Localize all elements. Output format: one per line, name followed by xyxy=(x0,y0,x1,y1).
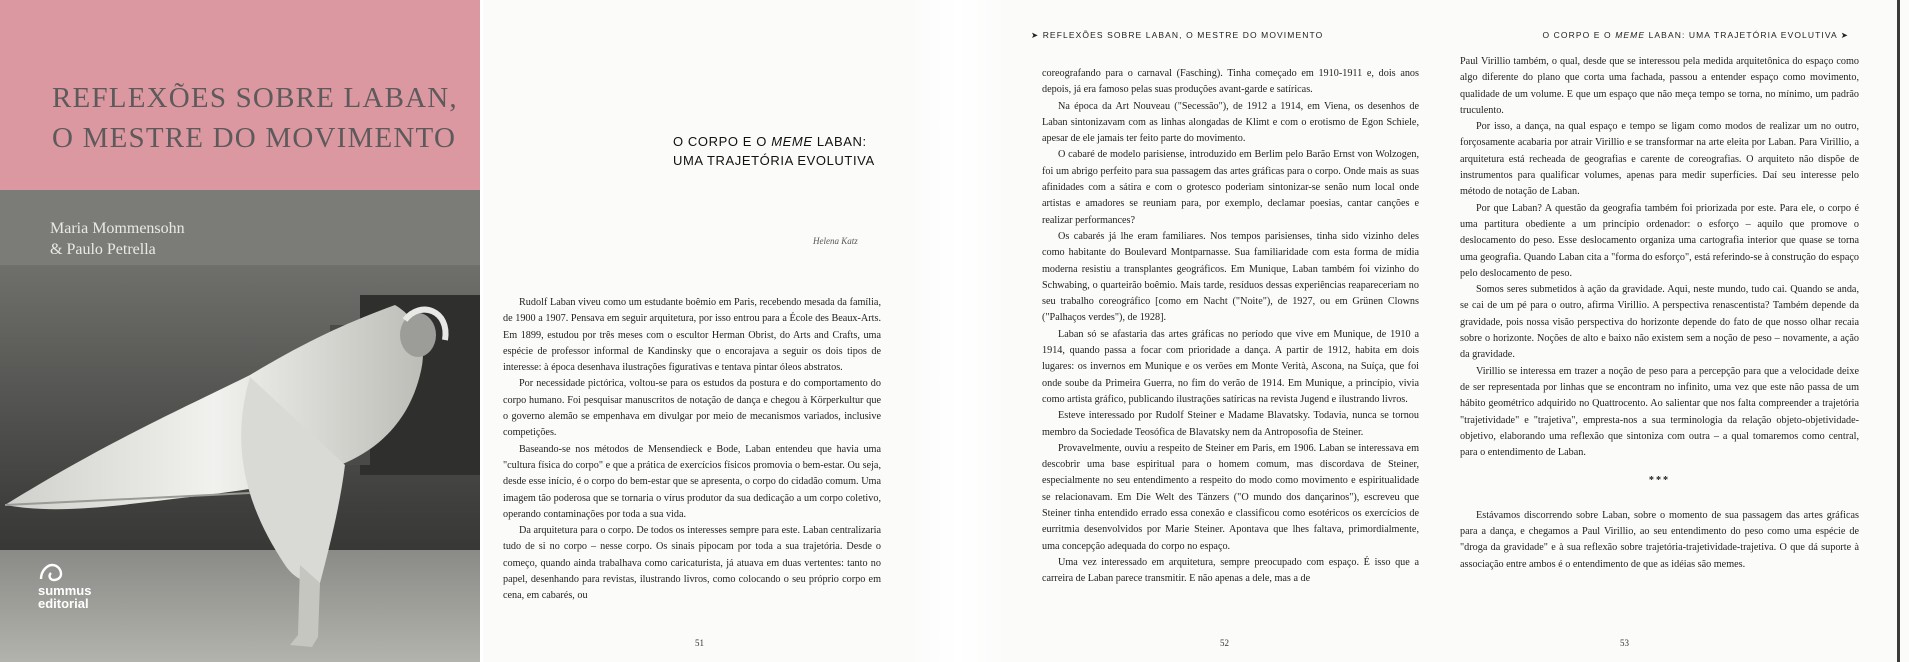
chapter-author: Helena Katz xyxy=(813,236,858,246)
chapter-title-line1: O CORPO E O MEME LABAN: xyxy=(673,134,867,149)
page-number: 51 xyxy=(695,638,704,648)
paragraph: coreografando para o carnaval (Fasching). Tinha começado em 1910-1911 e, dois anos depois, já era famoso pelas suas produções avant-garde e satíricas. xyxy=(1042,68,1419,96)
cover-title xyxy=(52,78,472,158)
page-number: 52 xyxy=(1220,638,1229,648)
paragraph: Por necessidade pictórica, voltou-se para os estudos da postura e do comportamento do corpo humano. Foi pesquisar manuscritos de notação de dança e chegou à Körperkultur que o governo alemão se empenhava em divulgar por meio de mecanismos variados, inclusive competições. xyxy=(503,378,881,439)
page-gutter xyxy=(911,0,1005,662)
running-head: O CORPO E O MEME LABAN: UMA TRAJETÓRIA EVOLUTIVA ➤ xyxy=(1542,30,1849,40)
publisher-logo-icon xyxy=(38,562,64,582)
publisher-mark xyxy=(38,562,91,610)
chapter-title-line2: UMA TRAJETÓRIA EVOLUTIVA xyxy=(673,153,875,168)
cover-title-line1: REFLEXÕES SOBRE LABAN, xyxy=(52,82,458,114)
page-52-body xyxy=(1042,66,1419,588)
paragraph: Por isso, a dança, na qual espaço e tempo se ligam como modos de realizar um no outro, forçosamente acabaria por atrair Virillio e se transformar na arte eleita por Laban. Para Virillio, a arquitetura está recheada de geografias e carente de coreografias. O arquiteto não dispõe de instrumentos para qualificar volumes, apenas para medir superfícies. Daí seu interesse pelo método de notação de Laban. xyxy=(1460,121,1859,198)
page-51-body xyxy=(503,295,881,605)
page-edge xyxy=(1897,0,1900,662)
paragraph: Estávamos discorrendo sobre Laban, sobre o momento de sua passagem das artes gráficas para a dança, e chegamos a Paul Virillio, ao seu entendimento do peso como uma espécie de "droga da gravidade" e à sua reflexão sobre trajetória-trajetividade-trajetiva. O que dá suporte à associação entre ambos é o entendimento de que as idéias são memes. xyxy=(1460,509,1859,570)
page-53-body xyxy=(1460,54,1859,573)
paragraph: Baseando-se nos métodos de Mensendieck e Bode, Laban entendeu que havia uma "cultura física do corpo" e que a prática de exercícios físicos promovia o bem-estar. Ou seja, desde esse início, é o corpo do bem-estar que se apresenta, o corpo do cidadão comum. Uma imagem tão poderosa que se tornaria o vírus produtor da sua dedicação a um corpo coletivo, operando contaminações por toda a sua vida. xyxy=(503,443,881,520)
paragraph: Na época da Art Nouveau ("Secessão"), de 1912 a 1914, em Viena, os desenhos de Laban sintonizavam com as linhas alongadas de Klimt e com o erotismo de Egon Schiele, apesar de ele jamais ter feito parte do movimento. xyxy=(1042,100,1419,145)
page-52 xyxy=(1005,0,1452,662)
paragraph: Uma vez interessado em arquitetura, sempre preocupado com espaço. É isso que a carreira de Laban parece transmitir. E não apenas a dele, mas a de xyxy=(1042,556,1419,585)
page-53 xyxy=(1452,0,1909,662)
paragraph: O cabaré de modelo parisiense, introduzido em Berlim pelo Barão Ernst von Wolzogen, foi um abrigo perfeito para sua passagem das artes gráficas para o corpo. Onde mais as suas afinidades com a sátira e com o grotesco poderiam sintonizar-se senão num local onde artistas e amadores se reuniam para, por exemplo, declamar poesias, cantar canções e realizar performances? xyxy=(1042,149,1419,226)
paragraph: Laban só se afastaria das artes gráficas no período que vive em Munique, de 1910 a 1914, quando passa a focar com prioridade a dança. A partir de 1912, habita em dois lugares: os invernos em Munique e os verões em Monte Verità, Ascona, na Suíça, que foi onde soube da Primeira Guerra, no fim do verão de 1914. Em Munique, a princípio, vivia como artista gráfico, publicando ilustrações satíricas na revista Jugend e ilustrando livros. xyxy=(1042,328,1419,405)
paragraph: Esteve interessado por Rudolf Steiner e Madame Blavatsky. Todavia, nunca se tornou membro da Sociedade Teosófica de Blavatsky nem da Antroposofia de Steiner. xyxy=(1042,410,1419,438)
paragraph: Somos seres submetidos à ação da gravidade. Aqui, neste mundo, tudo cai. Quando se anda, se cai de um pé para o outro, afirma Virillio. A perspectiva renascentista? Também depende da gravidade, pois nossa visão perspectiva do horizonte depende do fato de que nosso olhar recaia sobre o horizonte. Noções de alto e baixo não existem sem a noção de peso – novamente, a ação da gravidade. xyxy=(1460,284,1859,361)
publisher-name-line2: editorial xyxy=(38,596,89,611)
running-head-arrow-icon: ➤ xyxy=(1837,30,1849,40)
paragraph: Por que Laban? A questão da geografia também foi priorizada por este. Para ele, o corpo é uma partitura obediente a um princípio ordenador: o esforço – aquilo que promove o deslocamento do peso. Esse deslocamento organiza uma cartografia interior que quase se torna uma geografia. Quando Laban cita a "forma do esforço", está referindo-se à construção do espaço pelo deslocamento de peso. xyxy=(1460,202,1859,279)
cover-title-line2: O MESTRE DO MOVIMENTO xyxy=(52,122,457,154)
publisher-name-line1: summus xyxy=(38,583,92,598)
page-51 xyxy=(483,0,911,662)
paragraph: Provavelmente, ouviu a respeito de Steiner em Paris, em 1906. Laban se interessava em descobrir uma base espiritual para o homem comum, mas discordava de Steiner, especialmente no seu entendimento a respeito do modo como movimento e espiritualidade se relacionavam. Em Die Welt des Tänzers ("O mundo dos dançarinos"), escreveu que Steiner tinha entendido errado essa conexão e classificou como esotéricos os exercícios de eurritmia desenvolvidos por Marie Steiner. Apontava que lhes faltava, primordialmente, uma concepção adequada do corpo no espaço. xyxy=(1042,442,1419,552)
running-head-arrow-icon: ➤ xyxy=(1031,30,1043,40)
cover-author-2: & Paulo Petrella xyxy=(50,241,156,258)
paragraph: Da arquitetura para o corpo. De todos os interesses sempre para este. Laban centralizaria tudo de si no corpo – nesse corpo. Os sinais pipocam por toda a sua trajetória. Desde o começo, quando ainda trabalhava como caricaturista, já atuava em duas vertentes: tanto no papel, desenhando para revistas, ilustrando livros, como colocando o seu próprio corpo em cena, em cabarés, ou xyxy=(503,525,881,602)
paragraph: Rudolf Laban viveu como um estudante boêmio em Paris, recebendo mesada da família, de 1900 a 1907. Pensava em seguir arquitetura, por isso entrou para a École des Beaux-Arts. Em 1899, estudou por três meses com o escultor Herman Obrist, do Arts and Crafts, uma espécie de professor informal de Kandinsky que o encorajava a seguir os dois tipos de interesse: à época desenhava ilustrações figurativas e tentava pintar óleos abstratos. xyxy=(503,297,881,374)
chapter-title xyxy=(673,132,903,170)
cover-author-1: Maria Mommensohn xyxy=(50,220,185,237)
paragraph: Virillio se interessa em trazer a noção de peso para a percepção para que a velocidade deixe de ser representada por linhas que se encontram no infinito, uma vez que este não passa de um hábito geométrico adquirido no Quattrocento. Ao salientar que nos falta compreender a trajetória "trajetividade" e "trajetiva", empresta-nos a sua terminologia da relação objeto-objetividade-objetivo, elaborando uma reflexão que sintoniza com outra – a qual tomaremos como central, para o entendimento de Laban. xyxy=(1460,365,1859,459)
book-cover xyxy=(0,0,480,662)
paragraph: Os cabarés já lhe eram familiares. Nos tempos parisienses, tinha sido vizinho deles como habitante do Boulevard Montparnasse. Sua familiaridade com esta forma de mídia moderna resistiu a transplantes geográficos. Em Munique, Laban também foi vizinho do Schwabing, o quarteirão boêmio. Mais tarde, resíduos dessas experiências reapareceriam no seu trabalho coreográfico [como em Nacht ("Noite"), de 1927, ou em Grünen Clowns ("Palhaços verdes"), de 1928]. xyxy=(1042,230,1419,324)
section-separator: *** xyxy=(1648,475,1671,487)
running-head: ➤ REFLEXÕES SOBRE LABAN, O MESTRE DO MOVIMENTO xyxy=(1031,30,1324,40)
page-number: 53 xyxy=(1620,638,1629,648)
paragraph: Paul Virillio também, o qual, desde que se interessou pela medida arquitetônica do espaço como algo diferente do plano que corta uma fachada, passou a entender espaço como movimento, qualidade de um volume. E que um espaço que não meça tempo se torna, no mínimo, um padrão truculento. xyxy=(1460,56,1859,116)
